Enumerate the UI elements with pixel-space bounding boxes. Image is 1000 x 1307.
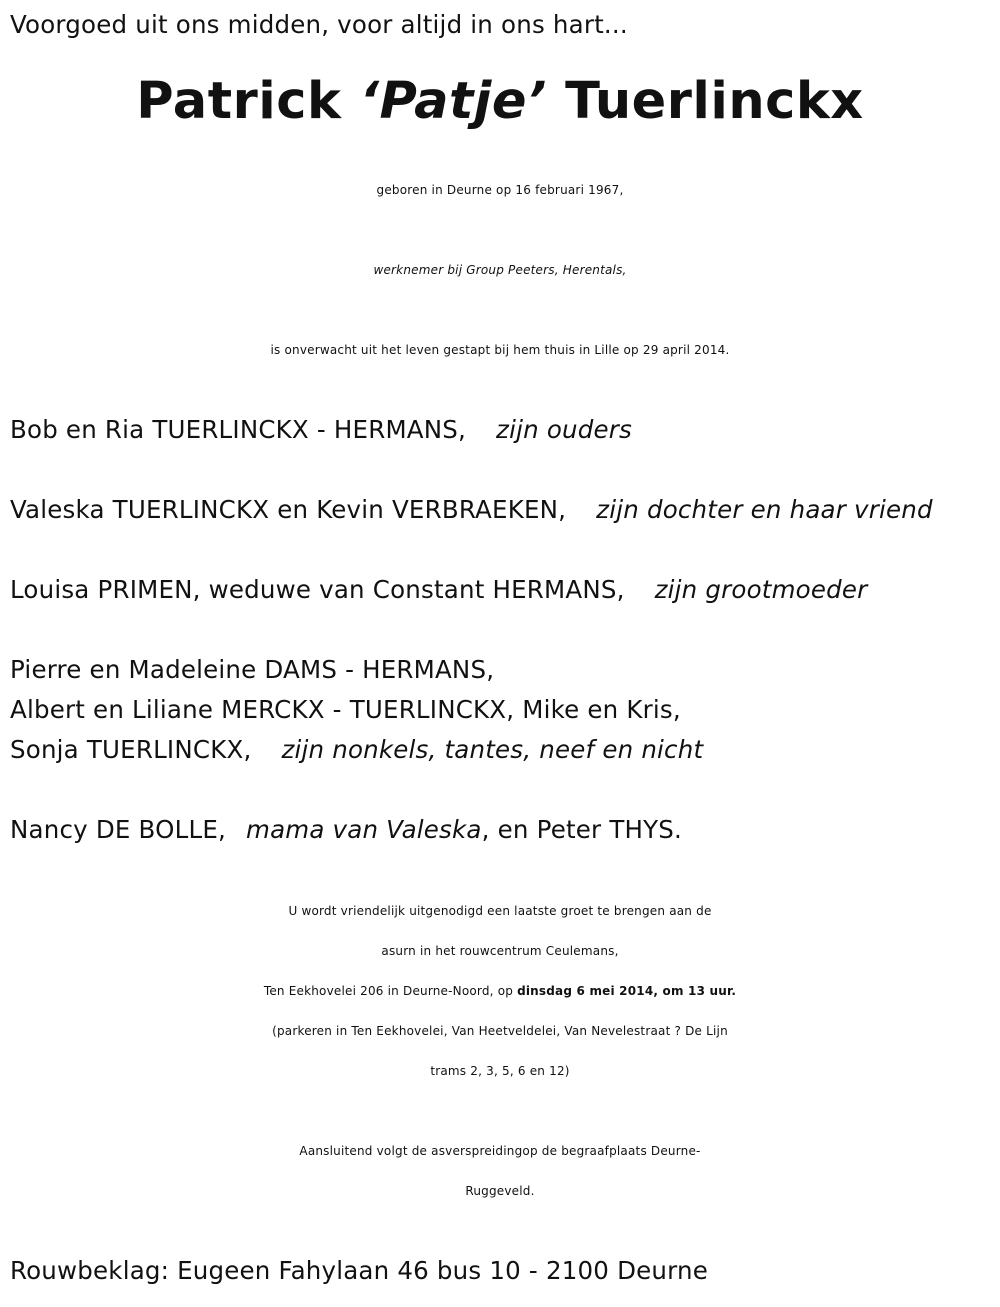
last-name: Tuerlinckx <box>565 72 864 131</box>
job-line: werknemer bij Group Peeters, Herentals, <box>373 263 627 277</box>
family-relatives-1: Pierre en Madeleine DAMS - HERMANS, <box>10 655 495 684</box>
death-line: is onverwacht uit het leven gestapt bij hem thuis in Lille op 29 april 2014. <box>270 343 730 357</box>
invitation-line-2: asurn in het rouwcentrum Ceulemans, <box>381 944 619 958</box>
intro-text: Voorgoed uit ons midden, voor altijd in ons hart... <box>10 10 628 39</box>
family-parents: Bob en Ria TUERLINCKX - HERMANS, zijn ouders <box>10 415 633 444</box>
scattering-line-1: Aansluitend volgt de asverspreidingop de begraafplaats Deurne- <box>299 1144 701 1158</box>
first-name: Patrick <box>136 72 342 131</box>
funeral-date: dinsdag 6 mei 2014, om 13 uur. <box>517 984 737 998</box>
family-daughter: Valeska TUERLINCKX en Kevin VERBRAEKEN, zijn dochter en haar vriend <box>10 495 933 524</box>
invitation-line-4: (parkeren in Ten Eekhovelei, Van Heetveldelei, Van Nevelestraat ? De Lijn <box>272 1024 728 1038</box>
invitation-line-3: Ten Eekhovelei 206 in Deurne-Noord, op dinsdag 6 mei 2014, om 13 uur. <box>263 984 737 998</box>
invitation-line-5: trams 2, 3, 5, 6 en 12) <box>430 1064 570 1078</box>
deceased-name <box>0 70 1000 134</box>
condolence-address: Rouwbeklag: Eugeen Fahylaan 46 bus 10 - 2100 Deurne <box>10 1256 708 1285</box>
family-mother: Nancy DE BOLLE, mama van Valeska, en Peter THYS. <box>10 815 683 844</box>
family-relatives-2: Albert en Liliane MERCKX - TUERLINCKX, Mike en Kris, <box>10 695 681 724</box>
scattering-line-2: Ruggeveld. <box>465 1184 535 1198</box>
family-relatives-3: Sonja TUERLINCKX, zijn nonkels, tantes, neef en nicht <box>10 735 704 764</box>
birth-line: geboren in Deurne op 16 februari 1967, <box>376 183 624 197</box>
family-grandmother: Louisa PRIMEN, weduwe van Constant HERMANS, zijn grootmoeder <box>10 575 868 604</box>
nickname: ‘Patje’ <box>359 72 547 131</box>
invitation-line-1: U wordt vriendelijk uitgenodigd een laatste groet te brengen aan de <box>288 904 712 918</box>
